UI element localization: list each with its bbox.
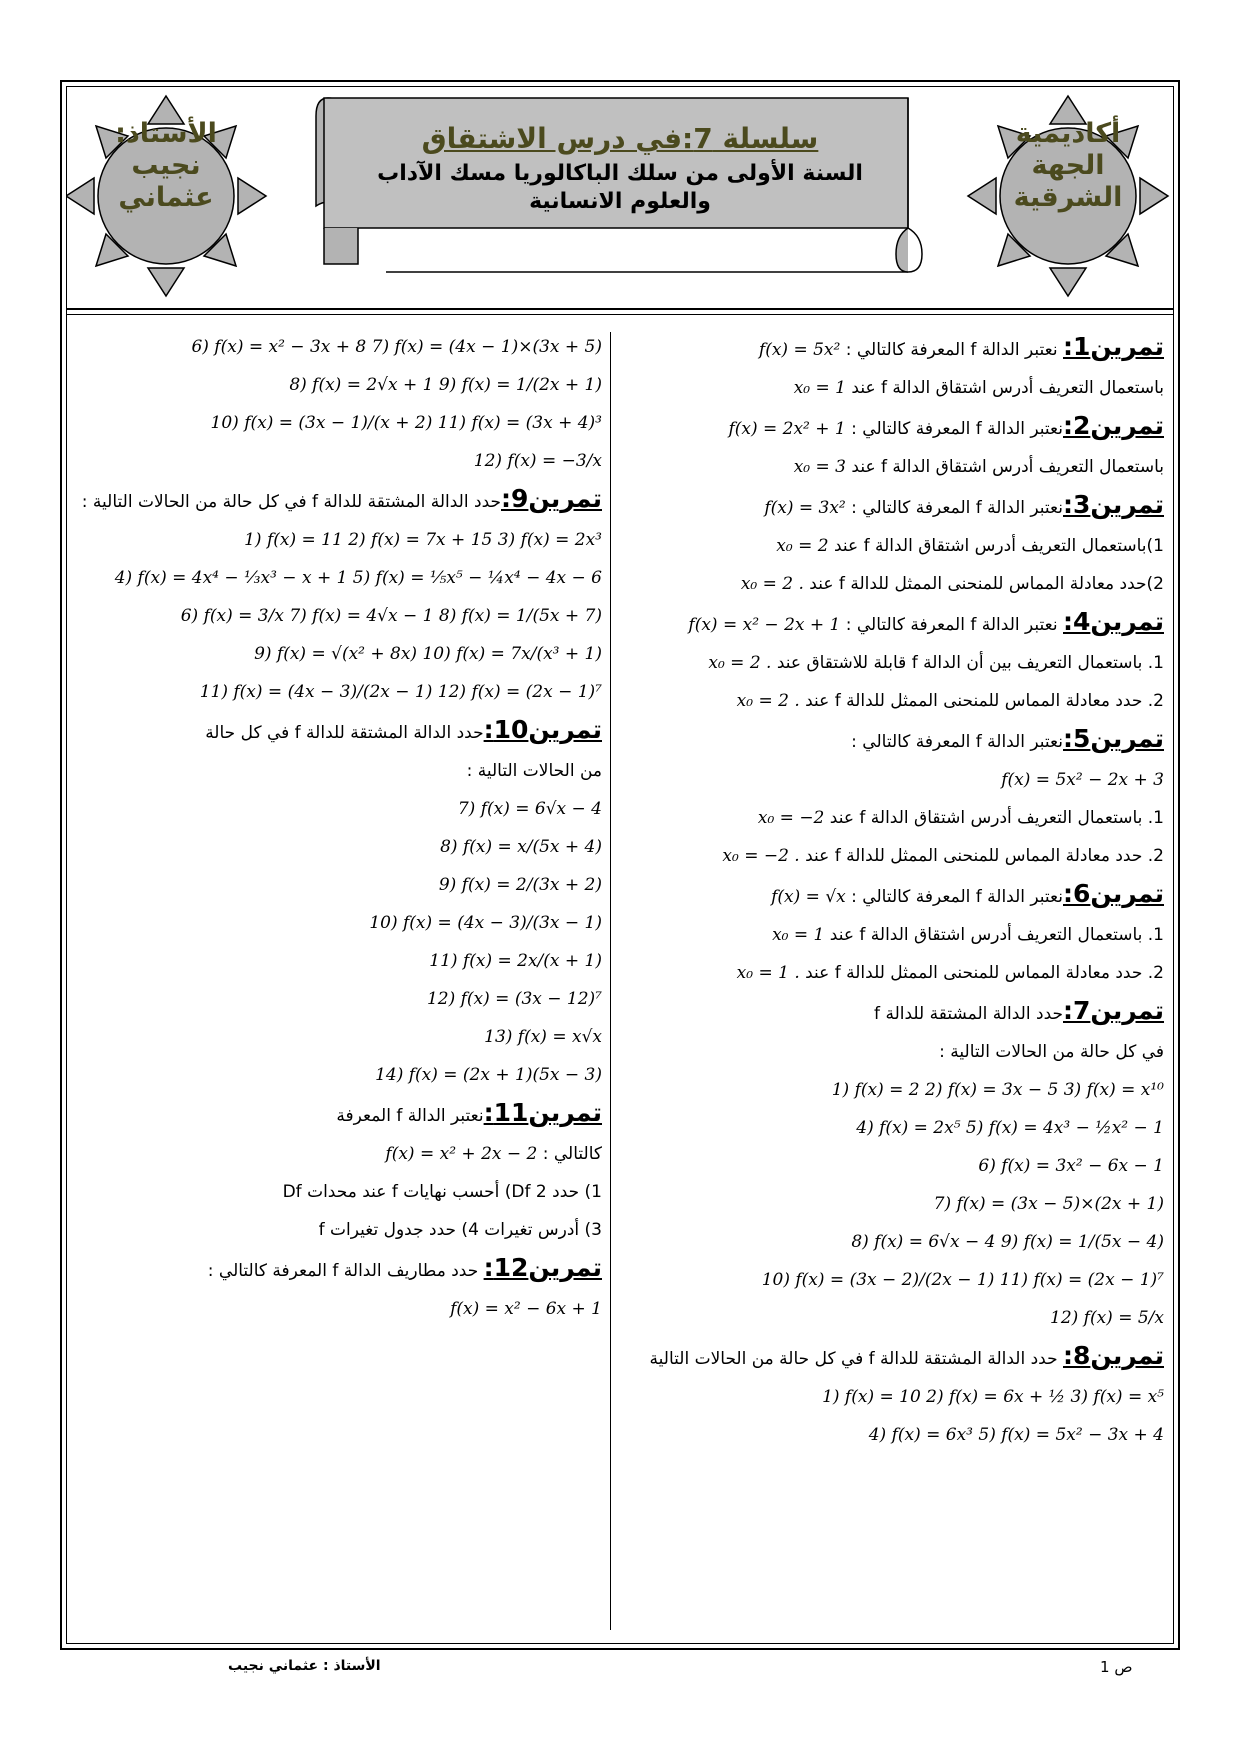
math-expression: x₀ = −2 (757, 808, 825, 828)
exercise-text: حدد مطاريف الدالة f المعرفة كالتالي : (207, 1261, 484, 1281)
exercise-line (640, 1231, 1164, 1253)
exercise-text: من الحالات التالية : (466, 761, 602, 781)
subtitle-line: السنة الأولى من سلك الباكالوريا مسك الآداب (377, 161, 863, 186)
exercise-text: نعتبر الدالة f المعرفة كالتالي : (845, 887, 1063, 907)
left-badge-line: الأستاذ: (115, 118, 217, 149)
exercise-line (640, 1117, 1164, 1139)
math-expression: f(x) = 2x² + 1 (728, 419, 846, 439)
math-expression: x₀ = 2 . (736, 691, 800, 711)
exercise-heading-line (640, 607, 1164, 636)
math-expression: f(x) = x² − 6x + 1 (450, 1299, 602, 1319)
exercise-text: 2)حدد معادلة المماس للمنحنى الممثل للدالة f عند (803, 574, 1164, 594)
math-expression: 11) f(x) = 2x/(x + 1) (429, 951, 602, 971)
exercise-text: نعتبر الدالة f المعرفة كالتالي : (845, 498, 1063, 518)
exercise-line (640, 769, 1164, 791)
math-expression: f(x) = x² − 2x + 1 (688, 615, 841, 635)
math-expression: x₀ = 2 . (740, 574, 804, 594)
math-expression: 4) f(x) = 4x⁴ − ⅓x³ − x + 1 5) f(x) = ⅕x⁵ − ¼x⁴ − 4x − 6 (114, 568, 602, 588)
math-expression: 4) f(x) = 6x³ 5) f(x) = 5x² − 3x + 4 (868, 1425, 1164, 1445)
exercise-line (74, 1219, 602, 1241)
math-expression: 4) f(x) = 2x⁵ 5) f(x) = 4x³ − ½x² − 1 (856, 1118, 1164, 1138)
exercise-line (640, 1269, 1164, 1291)
series-subtitle (370, 160, 870, 216)
exercise-line (74, 836, 602, 858)
math-expression: 12) f(x) = −3/x (473, 451, 602, 471)
exercise-heading-line (74, 1253, 602, 1282)
left-badge-line: نجيب (131, 150, 201, 181)
exercise-heading-line (74, 1098, 602, 1127)
exercise-line (74, 1143, 602, 1165)
exercise-heading-line (74, 715, 602, 744)
exercise-heading-line (640, 490, 1164, 519)
exercise-text: 1)باستعمال التعريف أدرس اشتقاق الدالة f عند (828, 536, 1164, 556)
exercise-text: باستعمال التعريف أدرس اشتقاق الدالة f عند (846, 457, 1164, 477)
exercise-line (74, 988, 602, 1010)
exercise-line (74, 1026, 602, 1048)
exercise-line (640, 1386, 1164, 1408)
math-expression: 7) f(x) = (3x − 5)×(2x + 1) (933, 1194, 1164, 1214)
exercise-line (640, 1307, 1164, 1329)
exercise-line (640, 690, 1164, 712)
footer-teacher: الأستاذ : عثماني نجيب (228, 1658, 381, 1674)
exercise-heading-line (74, 484, 602, 513)
math-expression: 11) f(x) = (4x − 3)/(2x − 1) 12) f(x) = (2x − 1)⁷ (199, 682, 602, 702)
exercise-line (640, 456, 1164, 478)
exercise-line (640, 652, 1164, 674)
right-badge-line: الشرقية (1013, 182, 1123, 213)
math-expression: f(x) = 3x² (764, 498, 846, 518)
math-expression: 1) f(x) = 10 2) f(x) = 6x + ½ 3) f(x) = x⁵ (822, 1387, 1164, 1407)
right-badge (1008, 118, 1128, 214)
exercise-heading-line (640, 724, 1164, 753)
exercise-line (74, 374, 602, 396)
exercise-line (640, 962, 1164, 984)
math-expression: 14) f(x) = (2x + 1)(5x − 3) (375, 1065, 602, 1085)
exercise-line (640, 377, 1164, 399)
math-expression: x₀ = 3 (793, 457, 846, 477)
exercise-line (74, 567, 602, 589)
left-column (74, 336, 602, 1336)
exercise-title: تمرين8: (1063, 1341, 1164, 1370)
exercise-line (640, 924, 1164, 946)
exercise-title: تمرين9: (501, 484, 602, 513)
right-badge-line: الجهة (1031, 150, 1105, 181)
exercise-text: حدد الدالة المشتقة للدالة f (874, 1004, 1063, 1024)
exercise-line (640, 535, 1164, 557)
exercise-line (74, 1064, 602, 1086)
math-expression: 6) f(x) = 3/x 7) f(x) = 4√x − 1 8) f(x) = 1/(5x + 7) (180, 606, 602, 626)
exercise-text: نعتبر الدالة f المعرفة كالتالي : (845, 419, 1063, 439)
math-expression: 10) f(x) = (3x − 2)/(2x − 1) 11) f(x) = (2x − 1)⁷ (761, 1270, 1164, 1290)
math-expression: 8) f(x) = 6√x − 4 9) f(x) = 1/(5x − 4) (851, 1232, 1164, 1252)
series-title: سلسلة 7:في درس الاشتقاق (421, 122, 819, 155)
exercise-line (640, 845, 1164, 867)
exercise-title: تمرين7: (1063, 996, 1164, 1025)
math-expression: 8) f(x) = 2√x + 1 9) f(x) = 1/(2x + 1) (289, 375, 602, 395)
exercise-line (74, 605, 602, 627)
math-expression: 12) f(x) = (3x − 12)⁷ (426, 989, 602, 1009)
math-expression: f(x) = 5x² − 2x + 3 (1001, 770, 1164, 790)
math-expression: 8) f(x) = x/(5x + 4) (440, 837, 602, 857)
exercise-line (640, 1424, 1164, 1446)
exercise-line (74, 912, 602, 934)
header-divider (66, 308, 1174, 310)
exercise-line (74, 1298, 602, 1320)
exercise-line (74, 1181, 602, 1203)
exercise-heading-line (640, 996, 1164, 1025)
exercise-title: تمرين1: (1063, 332, 1164, 361)
math-expression: f(x) = x² + 2x − 2 (385, 1144, 538, 1164)
math-expression: x₀ = 2 (776, 536, 829, 556)
page-number: ص 1 (1100, 1658, 1133, 1676)
exercise-line (74, 681, 602, 703)
exercise-line (74, 450, 602, 472)
math-expression: x₀ = 2 . (708, 653, 772, 673)
right-badge-line: أكاديمية (1015, 118, 1121, 149)
math-expression: x₀ = 1 (772, 925, 825, 945)
exercise-title: تمرين2: (1063, 411, 1164, 440)
exercise-line (640, 573, 1164, 595)
exercise-text: كالتالي : (537, 1144, 602, 1164)
exercise-line (640, 1041, 1164, 1063)
math-expression: 9) f(x) = 2/(3x + 2) (438, 875, 602, 895)
math-expression: 10) f(x) = (4x − 3)/(3x − 1) (369, 913, 602, 933)
exercise-line (74, 643, 602, 665)
exercise-title: تمرين6: (1063, 879, 1164, 908)
exercise-heading-line (640, 879, 1164, 908)
exercise-text: حدد الدالة المشتقة للدالة f في كل حالة من الحالات التالية : (81, 492, 501, 512)
exercise-heading-line (640, 1341, 1164, 1370)
math-expression: x₀ = −2 . (722, 846, 800, 866)
exercise-line (640, 1155, 1164, 1177)
exercise-text: نعتبر الدالة f المعرفة (336, 1106, 484, 1126)
exercise-text: في كل حالة من الحالات التالية : (939, 1042, 1164, 1062)
subtitle-line: والعلوم الانسانية (529, 189, 711, 214)
math-expression: x₀ = 1 . (736, 963, 800, 983)
exercise-line (74, 950, 602, 972)
exercise-text: نعتبر الدالة f المعرفة كالتالي : (840, 615, 1063, 635)
left-badge (106, 118, 226, 214)
exercise-text: 1. باستعمال التعريف أدرس اشتقاق الدالة f عند (824, 808, 1164, 828)
math-expression: f(x) = √x (771, 887, 846, 907)
math-expression: 9) f(x) = √(x² + 8x) 10) f(x) = 7x/(x³ + 1) (254, 644, 602, 664)
math-expression: 6) f(x) = x² − 3x + 8 7) f(x) = (4x − 1)×(3x + 5) (191, 337, 602, 357)
right-column (640, 332, 1164, 1462)
exercise-title: تمرين10: (483, 715, 602, 744)
exercise-text: نعتبر الدالة f المعرفة كالتالي : (851, 732, 1063, 752)
left-badge-line: عثماني (118, 182, 214, 213)
exercise-line (640, 807, 1164, 829)
column-divider (610, 332, 611, 1630)
exercise-text: حدد الدالة المشتقة للدالة f في كل حالة من الحالات التالية (649, 1349, 1063, 1369)
exercise-line (74, 874, 602, 896)
exercise-line (74, 529, 602, 551)
exercise-text: حدد الدالة المشتقة للدالة f في كل حالة (205, 723, 484, 743)
exercise-title: تمرين3: (1063, 490, 1164, 519)
exercise-line (640, 1193, 1164, 1215)
exercise-title: تمرين4: (1063, 607, 1164, 636)
exercise-text: 2. حدد معادلة المماس للمنحنى الممثل للدالة f عند (799, 846, 1164, 866)
math-expression: 12) f(x) = 5/x (1050, 1308, 1164, 1328)
exercise-text: 3) أدرس تغيرات 4) حدد جدول تغيرات f (318, 1220, 602, 1240)
exercise-text: 1. باستعمال التعريف أدرس اشتقاق الدالة f عند (824, 925, 1164, 945)
math-expression: 13) f(x) = x√x (484, 1027, 602, 1047)
exercise-title: تمرين11: (483, 1098, 602, 1127)
exercise-title: تمرين5: (1063, 724, 1164, 753)
math-expression: 1) f(x) = 2 2) f(x) = 3x − 5 3) f(x) = x¹⁰ (831, 1080, 1164, 1100)
math-expression: 7) f(x) = 6√x − 4 (457, 799, 602, 819)
exercise-text: 1. باستعمال التعريف بين أن الدالة f قابلة للاشتقاق عند (771, 653, 1164, 673)
exercise-line (640, 1079, 1164, 1101)
exercise-line (74, 760, 602, 782)
exercise-text: باستعمال التعريف أدرس اشتقاق الدالة f عند (846, 378, 1164, 398)
exercise-line (74, 336, 602, 358)
math-expression: f(x) = 5x² (758, 340, 841, 360)
math-expression: 1) f(x) = 11 2) f(x) = 7x + 15 3) f(x) = 2x³ (244, 530, 602, 550)
exercise-line (74, 412, 602, 434)
exercise-line (74, 798, 602, 820)
math-expression: 10) f(x) = (3x − 1)/(x + 2) 11) f(x) = (3x + 4)³ (210, 413, 602, 433)
math-expression: 6) f(x) = 3x² − 6x − 1 (978, 1156, 1164, 1176)
exercise-heading-line (640, 332, 1164, 361)
header-divider-thin (66, 314, 1174, 315)
math-expression: x₀ = 1 (793, 378, 846, 398)
exercise-text: نعتبر الدالة f المعرفة كالتالي : (840, 340, 1063, 360)
exercise-text: 1) حدد Df 2) أحسب نهايات f عند محدات Df (282, 1182, 602, 1202)
exercise-heading-line (640, 411, 1164, 440)
exercise-text: 2. حدد معادلة المماس للمنحنى الممثل للدالة f عند (799, 963, 1164, 983)
exercise-title: تمرين12: (483, 1253, 602, 1282)
exercise-text: 2. حدد معادلة المماس للمنحنى الممثل للدالة f عند (799, 691, 1164, 711)
